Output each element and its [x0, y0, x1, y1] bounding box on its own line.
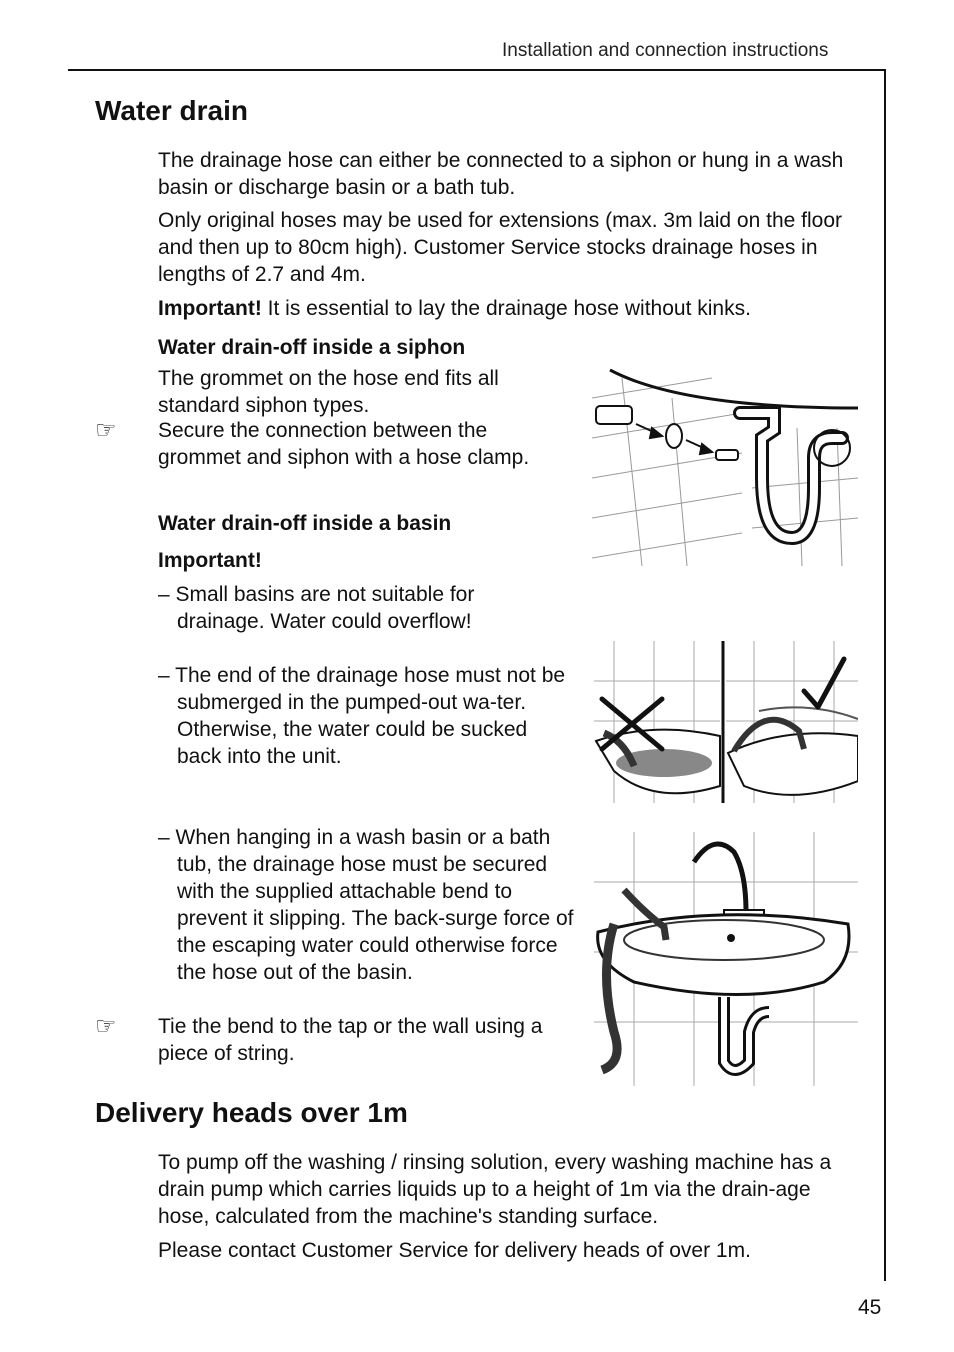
basin-item-2: – The end of the drainage hose must not be submerged in the pumped-out wa-ter. Otherwise, the water could be sucked back into the unit. — [158, 664, 566, 768]
delivery-paragraph-1: To pump off the washing / rinsing solution, every washing machine has a drain pump which carries liquids up to a height of 1m via the drain-age hose, calculated from the machine's standing surface. — [158, 1151, 832, 1228]
page-number: 45 — [858, 1296, 882, 1319]
siphon-instruction: Secure the connection between the grommet and siphon with a hose clamp. — [158, 419, 530, 469]
pointing-hand-icon: ☞ — [95, 417, 117, 444]
basin-item-3: – When hanging in a wash basin or a bath tub, the drainage hose must be secured with the supplied attachable bend to prevent it slipping. The back-surge force of the escaping water could otherwise force the hose out of the basin. — [158, 826, 574, 984]
pointing-hand-icon: ☞ — [95, 1013, 117, 1040]
siphon-heading: Water drain-off inside a siphon — [158, 336, 466, 359]
intro-paragraph-2: Only original hoses may be used for extensions (max. 3m laid on the floor and then up to 80cm high). Customer Service stocks drainage hoses in lengths of 2.7 and 4m. — [158, 209, 843, 286]
margin-rule — [884, 69, 886, 1281]
important-text: It is essential to lay the drainage hose without kinks. — [261, 297, 751, 320]
running-header: Installation and connection instructions — [502, 40, 829, 61]
important-note — [158, 295, 858, 322]
wash-basin-illustration — [594, 832, 858, 1086]
basin-important-label: Important! — [158, 549, 262, 572]
wrong-right-basin-illustration — [594, 641, 858, 803]
basin-instruction: Tie the bend to the tap or the wall using a piece of string. — [158, 1015, 543, 1065]
siphon-illustration — [592, 368, 858, 566]
header-rule — [68, 69, 886, 71]
basin-heading: Water drain-off inside a basin — [158, 512, 452, 535]
important-label: Important! — [158, 297, 262, 320]
siphon-text: The grommet on the hose end fits all standard siphon types. — [158, 367, 499, 417]
intro-paragraph-1: The drainage hose can either be connected to a siphon or hung in a wash basin or discharge basin or a bath tub. — [158, 149, 844, 199]
section-heading-water-drain: Water drain — [95, 95, 248, 126]
delivery-paragraph-2: Please contact Customer Service for delivery heads of over 1m. — [158, 1239, 751, 1262]
basin-item-1: – Small basins are not suitable for drainage. Water could overflow! — [158, 583, 475, 633]
section-heading-delivery-heads: Delivery heads over 1m — [95, 1097, 408, 1128]
